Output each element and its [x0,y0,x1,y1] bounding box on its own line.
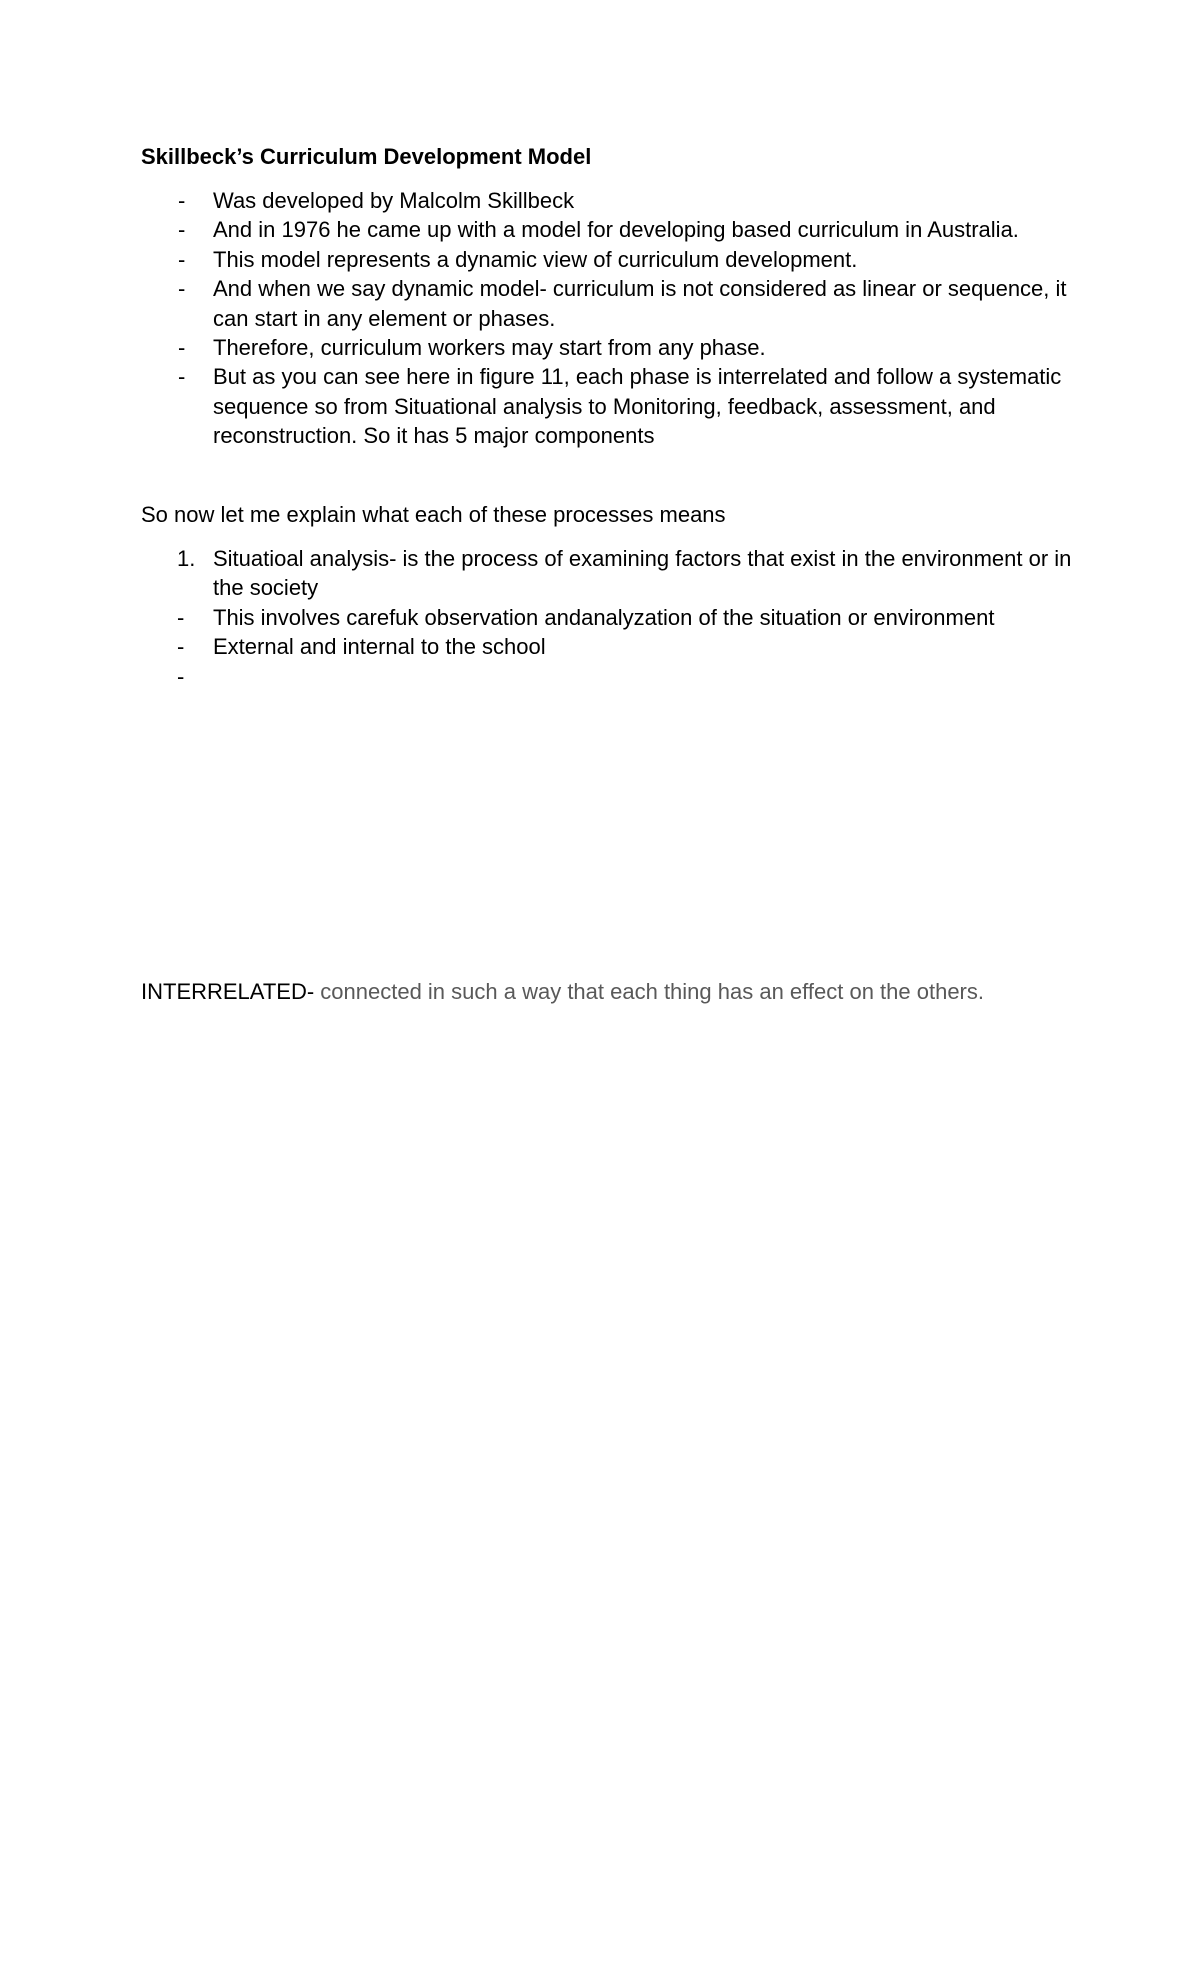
list-item [141,186,1101,215]
bullet-marker: - [178,217,186,243]
list-item-text: Situatioal analysis- is the process of examining factors that exist in the environment or in the society [213,546,1072,601]
bullet-list-overview [141,186,1101,451]
bullet-marker: - [178,246,186,272]
definition-text: connected in such a way that each thing has an effect on the others. [314,979,984,1004]
bullet-marker: - [177,604,185,630]
bullet-marker: - [177,634,185,660]
number-marker: 1. [177,546,196,571]
bullet-marker: - [177,663,185,689]
list-item [141,333,1101,362]
list-item-text: Therefore, curriculum workers may start from any phase. [213,335,766,361]
bullet-marker: - [178,335,186,361]
list-item [141,245,1101,274]
bullet-marker: - [178,276,186,302]
list-item-text: And in 1976 he came up with a model for developing based curriculum in Australia. [213,217,1019,243]
list-item-text: This involves carefuk observation andanalyzation of the situation or environment [213,604,995,630]
list-item-text: This model represents a dynamic view of curriculum development. [213,246,858,272]
process-list [141,544,1101,689]
list-item [141,603,1101,632]
list-item [141,632,1101,661]
document-title: Skillbeck’s Curriculum Development Model [141,144,592,169]
list-item [141,274,1101,333]
list-item [141,544,1101,603]
list-item-text: External and internal to the school [213,634,546,660]
list-item [141,362,1101,450]
list-item-text: Was developed by Malcolm Skillbeck [213,188,575,213]
definition-term: INTERRELATED- [141,979,315,1004]
bullet-marker: - [178,188,186,213]
list-item-text: But as you can see here in figure 11, each phase is interrelated and follow a systematic sequence so from Situational analysis to Monitoring, feedback, assessment, and reconstruction. So it has 5 major components [213,364,1062,449]
definition-paragraph [141,977,984,1006]
bullet-marker: - [178,364,186,390]
list-item-text: And when we say dynamic model- curriculum is not considered as linear or sequence, it can start in any element or phases. [213,276,1067,331]
intro-paragraph: So now let me explain what each of these processes means [141,502,726,527]
list-item [141,215,1101,244]
